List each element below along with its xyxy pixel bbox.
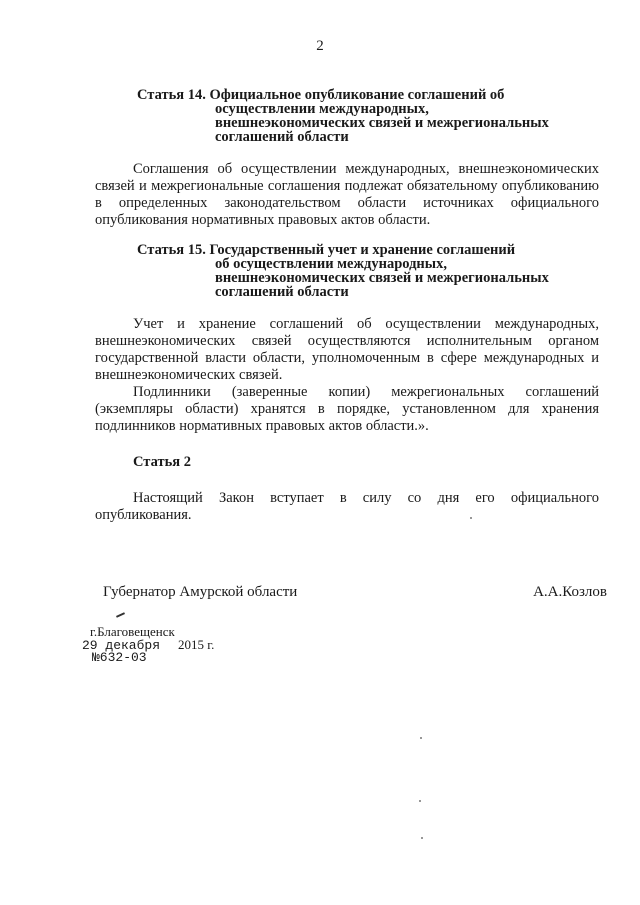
ink-mark bbox=[116, 612, 125, 618]
signatory-title: Губернатор Амурской области bbox=[103, 584, 298, 600]
law-number: №632-03 bbox=[92, 650, 147, 665]
signatory-name: А.А.Козлов bbox=[533, 584, 607, 600]
article-15-title-line: соглашений области bbox=[215, 284, 349, 300]
article-15-heading bbox=[137, 243, 587, 299]
article-14-label: Статья 14. bbox=[137, 87, 206, 103]
article-14-title-line: осуществлении международных, bbox=[215, 101, 429, 117]
article-15-paragraph: Учет и хранение соглашений об осуществлении международных, внешнеэкономических связей осуществляются исполнительным органом государственной власти области, уполномоченным в сфере международных и внешнеэкономических связей. bbox=[95, 316, 599, 383]
issue-year: 2015 г. bbox=[178, 637, 215, 652]
article-14-heading bbox=[137, 88, 587, 144]
article-14-paragraph: Соглашения об осуществлении международных, внешнеэкономических связей и межрегиональные соглашения подлежат обязательному опубликованию в определенных законодательством области источниках официального опубликования нормативных правовых актов области. bbox=[95, 161, 599, 228]
article-14-title-line: Официальное опубликование соглашений об bbox=[209, 87, 505, 103]
article-14-title-line: внешнеэкономических связей и межрегиональных bbox=[215, 115, 549, 131]
article-14-title-line: соглашений области bbox=[215, 129, 349, 145]
issue-date-stamp: 29 декабря bbox=[82, 638, 161, 653]
article-15-title-line: Государственный учет и хранение соглашений bbox=[209, 242, 516, 258]
article-15-title-line: внешнеэкономических связей и межрегиональных bbox=[215, 270, 549, 286]
page-number: 2 bbox=[316, 38, 324, 54]
article-2-heading: Статья 2 bbox=[133, 454, 191, 470]
article-2-paragraph: Настоящий Закон вступает в силу со дня его официального опубликования. bbox=[95, 490, 599, 523]
article-15-paragraph: Подлинники (заверенные копии) межрегиональных соглашений (экземпляры области) хранятся в порядке, установленном для хранения подлинников нормативных правовых актов области.». bbox=[95, 384, 599, 434]
scan-speck bbox=[470, 517, 472, 519]
scan-speck bbox=[420, 737, 422, 739]
scan-speck bbox=[419, 800, 421, 802]
article-15-title-line: об осуществлении международных, bbox=[215, 256, 447, 272]
issue-place: г.Благовещенск bbox=[90, 624, 175, 639]
article-15-label: Статья 15. bbox=[137, 242, 206, 258]
scan-speck bbox=[421, 837, 423, 839]
